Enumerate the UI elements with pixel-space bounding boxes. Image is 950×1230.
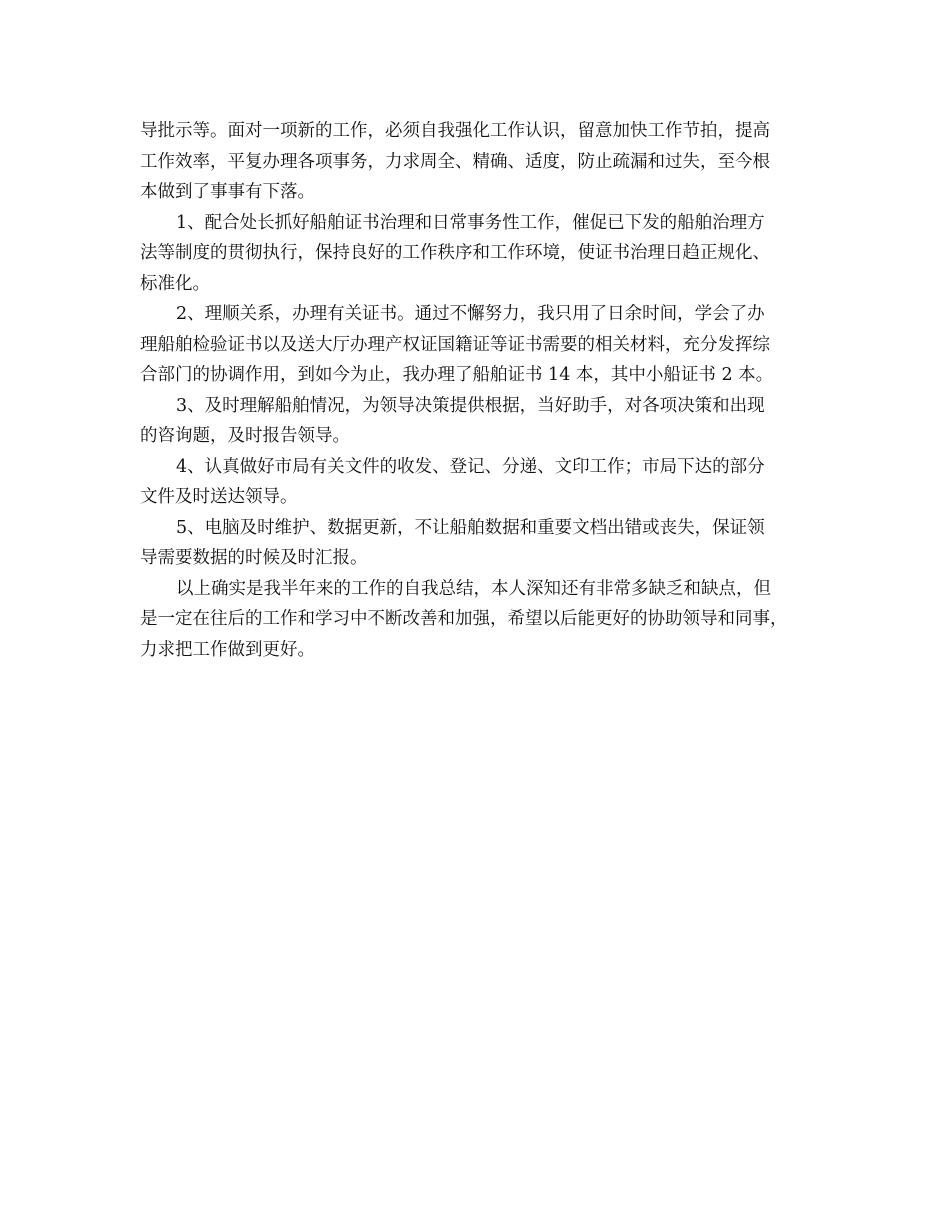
text-line: 5、电脑及时维护、数据更新，不让船舶数据和重要文档出错或丧失，保证领 bbox=[176, 517, 765, 538]
text-line: 工作效率，平复办理各项事务，力求周全、精确、适度，防止疏漏和过失，至今根 bbox=[140, 151, 770, 172]
text-line: 导需要数据的时候及时汇报。 bbox=[140, 548, 368, 568]
paragraph-intro bbox=[140, 116, 820, 208]
paragraph-item-4 bbox=[140, 452, 820, 513]
text-line: 以上确实是我半年来的工作的自我总结，本人深知还有非常多缺乏和缺点，但 bbox=[176, 578, 771, 599]
paragraph-item-2 bbox=[140, 299, 820, 391]
text-line: 力求把工作做到更好。 bbox=[140, 639, 315, 660]
text-line: 是一定在往后的工作和学习中不断改善和加强，希望以后能更好的协助领导和同事， bbox=[140, 609, 788, 629]
paragraph-item-3 bbox=[140, 391, 820, 452]
text-line: 2、理顺关系，办理有关证书。通过不懈努力，我只用了日余时间，学会了办 bbox=[176, 304, 765, 324]
text-line: 1、配合处长抓好船舶证书治理和日常事务性工作，催促已下发的船舶治理方 bbox=[176, 212, 765, 233]
text-line: 法等制度的贯彻执行，保持良好的工作秩序和工作环境，使证书治理日趋正规化、 bbox=[140, 243, 770, 263]
document-body bbox=[140, 116, 820, 665]
text-line: 合部门的协调作用，到如今为止，我办理了船舶证书 14 本，其中小船证书 2 本。 bbox=[140, 365, 774, 385]
paragraph-item-5 bbox=[140, 513, 820, 574]
text-line: 理船舶检验证书以及送大厅办理产权证国籍证等证书需要的相关材料，充分发挥综 bbox=[140, 334, 770, 355]
text-line: 本做到了事事有下落。 bbox=[140, 182, 315, 202]
text-line: 4、认真做好市局有关文件的收发、登记、分递、文印工作；市局下达的部分 bbox=[176, 456, 765, 477]
text-line: 导批示等。面对一项新的工作，必须自我强化工作认识，留意加快工作节拍，提高 bbox=[140, 121, 770, 141]
paragraph-item-1 bbox=[140, 208, 820, 300]
text-line: 标准化。 bbox=[140, 273, 210, 294]
text-line: 文件及时送达领导。 bbox=[140, 487, 298, 507]
paragraph-conclusion bbox=[140, 574, 820, 666]
text-line: 的咨询题，及时报告领导。 bbox=[140, 426, 350, 446]
text-line: 3、及时理解船舶情况，为领导决策提供根据，当好助手，对各项决策和出现 bbox=[176, 395, 765, 416]
